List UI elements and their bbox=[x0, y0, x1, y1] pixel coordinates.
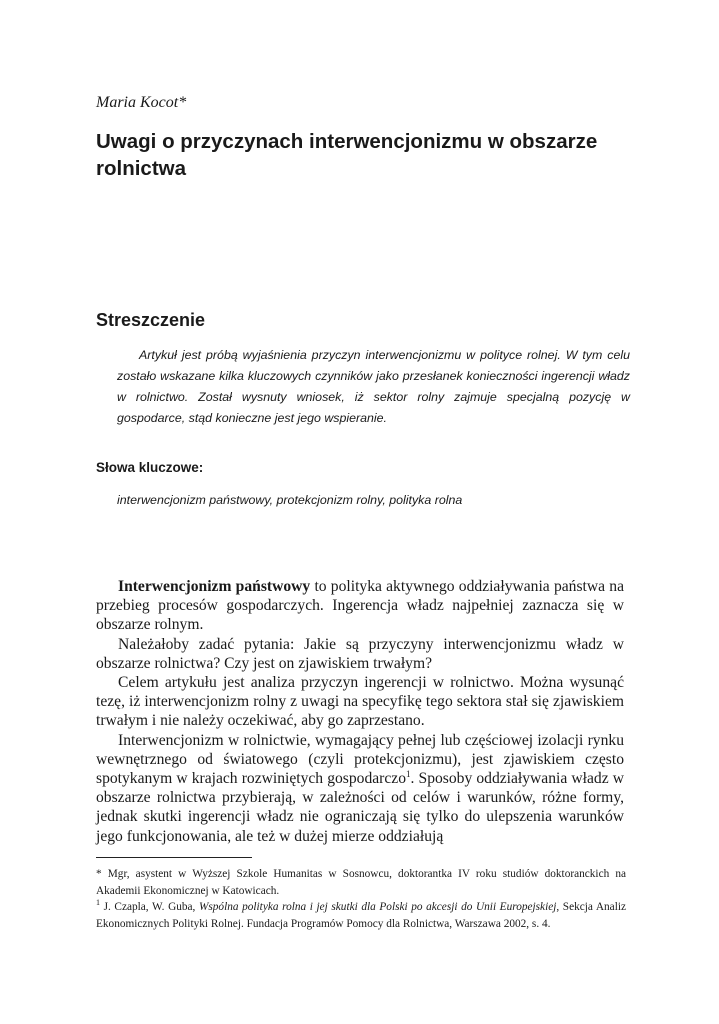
body-paragraph-2: Należałoby zadać pytania: Jakie są przyczyny interwencjonizmu władz w obszarze rolnictwa? Czy jest on zjawiskiem trwałym? bbox=[96, 635, 624, 672]
abstract-heading: Streszczenie bbox=[96, 310, 206, 330]
footnote-number: 1 bbox=[96, 898, 100, 908]
article-body bbox=[96, 577, 624, 846]
footnote-source: , Sekcja Analiz Ekonomicznych Polityki Rolnej. Fundacja Programów Pomocy dla Rolnictwa, Warszawa 2002, s. 4. bbox=[96, 901, 626, 930]
author-name: Maria Kocot* bbox=[96, 94, 187, 111]
paragraph-text: to polityka aktywnego oddziaływania państwa na przebieg procesów gospodarczych. Ingerencja władz najpełniej zaznacza się w obszarze rolnym. bbox=[96, 578, 624, 634]
footnote-authors: J. Czapla, W. Guba, bbox=[100, 901, 199, 913]
footnotes bbox=[96, 866, 626, 932]
paragraph-text: Interwencjonizm w rolnictwie, wymagający pełnej lub częściowej izolacji rynku wewnętrznego od światowego (czyli protekcjonizmu), jest zjawiskiem często spotykanym w krajach rozwiniętych gospodarczo bbox=[96, 731, 624, 788]
body-paragraph-3: Celem artykułu jest analiza przyczyn ingerencji w rolnictwo. Można wysunąć tezę, iż interwencjonizm rolny z uwagi na specyfikę tego sektora stał się zjawiskiem trwałym i nie należy oczekiwać, aby go zaprzestano. bbox=[96, 674, 624, 730]
footnote-1 bbox=[96, 899, 626, 932]
footnote-reference[interactable]: 1 bbox=[406, 768, 411, 779]
key-term: Interwencjonizm państwowy bbox=[118, 578, 311, 595]
footnote-author: * Mgr, asystent w Wyższej Szkole Humanitas w Sosnowcu, doktorantka IV roku studiów doktoranckich na Akademii Ekonomicznej w Katowicach. bbox=[96, 868, 626, 897]
keywords-text: interwencjonizm państwowy, protekcjonizm rolny, polityka rolna bbox=[117, 493, 463, 507]
footnote-book-title: Wspólna polityka rolna i jej skutki dla Polski po akcesji do Unii Europejskiej bbox=[198, 901, 557, 913]
body-paragraph-1 bbox=[96, 577, 624, 635]
abstract-text: Artykuł jest próbą wyjaśnienia przyczyn interwencjonizmu w polityce rolnej. W tym celu zostało wskazane kilka kluczowych czynników jako przesłanek konieczności ingerencji władz w rolnictwo. Został wysnuty wniosek, iż sektor rolny zajmuje specjalną pozycję w gospodarce, stąd konieczne jest jego wspieranie. bbox=[117, 348, 630, 425]
body-paragraph-4 bbox=[96, 731, 624, 846]
paragraph-text: . Sposoby oddziaływania władz w obszarze rolnictwa przybierają, w zależności od celów i warunków, różne formy, jednak skutki ingerencji władz nie ograniczają się tylko do ulepszenia warunków jego funkcjonowania, ale też w dużej mierze oddziałują bbox=[96, 770, 624, 845]
footnote-separator bbox=[96, 857, 252, 858]
article-title: Uwagi o przyczynach interwencjonizmu w obszarze rolnictwa bbox=[96, 130, 598, 180]
keywords-heading: Słowa kluczowe: bbox=[96, 460, 204, 475]
